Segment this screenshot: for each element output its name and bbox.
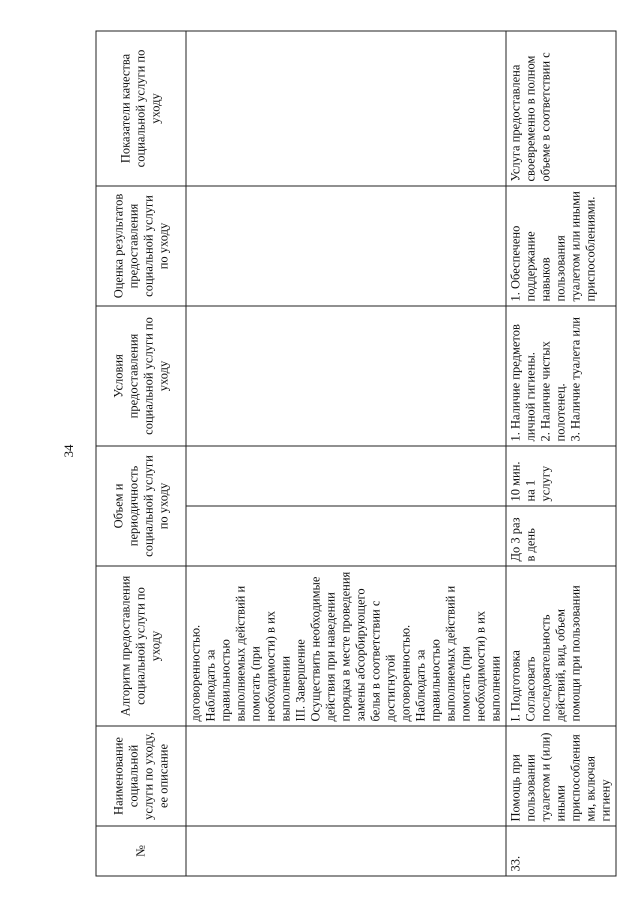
services-table xyxy=(96,31,617,877)
cell-algorithm: I. Подготовка Согласовать последовательность действий, вид, объем помощи при пользовании xyxy=(506,566,616,726)
cell-evaluation xyxy=(186,186,506,306)
cell-name xyxy=(186,726,506,826)
table-row xyxy=(506,31,616,876)
header-evaluation: Оценка результатов предоставления социальной услуги по уходу xyxy=(96,186,186,306)
cell-volume-b xyxy=(186,446,506,506)
cell-quality xyxy=(186,31,506,186)
table-header-row xyxy=(96,31,186,876)
header-volume: Объем и периодичность социальной услуги по уходу xyxy=(96,446,186,566)
cell-algorithm: договоренностью. Наблюдать за правильностью выполняемых действий и помогать (при необходимости) в их выполнении III. Завершение Осуществить необходимые действия при наведении порядка в месте проведения замены абсорбирующего белья в соответствии с достигнутой договоренностью. Наблюдать за правильностью выполняемых действий и помогать (при необходимости) в их выполнении xyxy=(186,566,506,726)
header-num: № xyxy=(96,826,186,876)
rotated-table xyxy=(96,32,613,877)
page-number: 34 xyxy=(61,444,76,458)
cell-quality: Услуга предоставлена своевременно в полном объеме в соответствии с xyxy=(506,31,616,186)
header-algorithm: Алгоритм предоставления социальной услуги по уходу xyxy=(96,566,186,726)
cell-conditions xyxy=(186,306,506,446)
cell-volume-a: До 3 раз в день xyxy=(506,506,616,566)
header-name: Наименование социальной услуги по уходу, ее описание xyxy=(96,726,186,826)
cell-num xyxy=(186,826,506,876)
cell-name: Помощь при пользовании туалетом и (или) иными приспособлениями, включая гигиену xyxy=(506,726,616,826)
cell-conditions: 1. Наличие предметов личной гигиены. 2. Наличие чистых полотенец. 3. Наличие туалета или xyxy=(506,306,616,446)
cell-evaluation: 1. Обеспечено поддержание навыков пользования туалетом или иными приспособлениями. xyxy=(506,186,616,306)
cell-num: 33. xyxy=(506,826,616,876)
header-quality: Показатели качества социальной услуги по уходу xyxy=(96,31,186,186)
header-conditions: Условия предоставления социальной услуги по уходу xyxy=(96,306,186,446)
cell-volume-a xyxy=(186,506,506,566)
table-row xyxy=(186,31,506,876)
cell-volume-b: 10 мин. на 1 услугу xyxy=(506,446,616,506)
table-container xyxy=(95,32,613,877)
